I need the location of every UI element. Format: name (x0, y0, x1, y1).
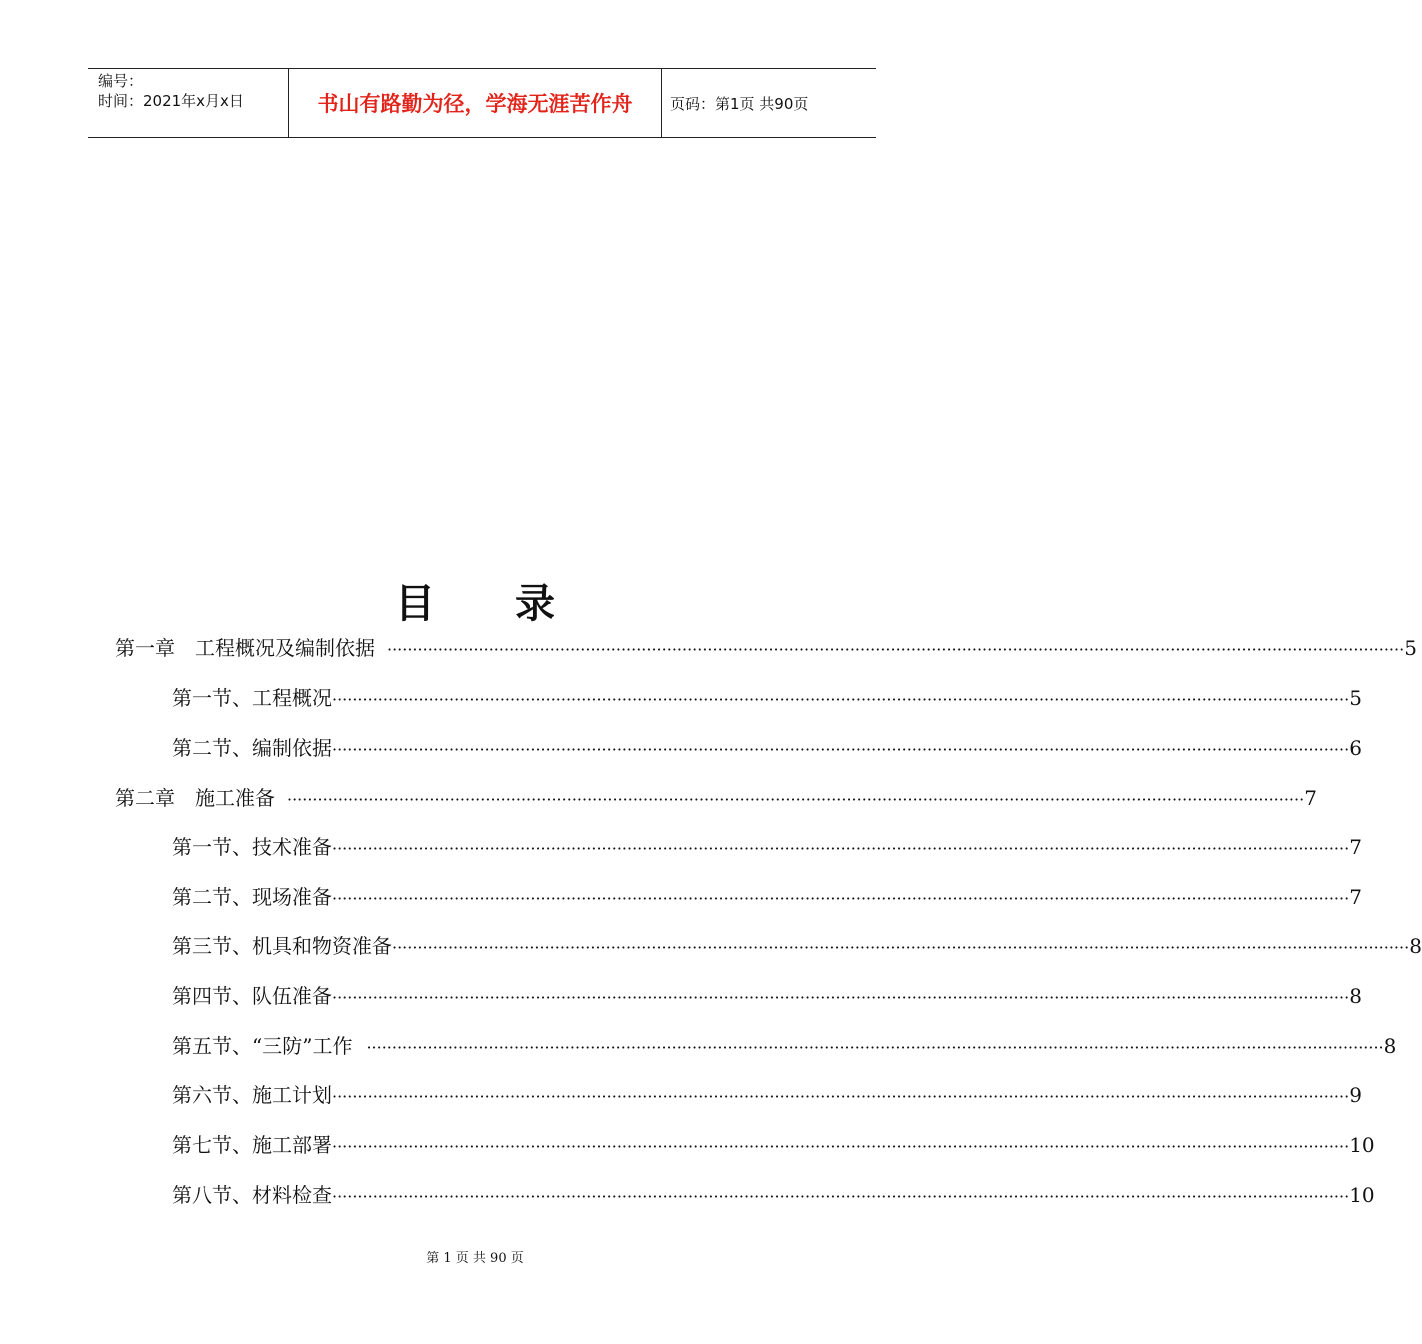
toc-entry-page: 7 (1349, 835, 1362, 859)
toc-entry-section[interactable] (172, 1129, 1375, 1159)
toc-entry-section[interactable] (172, 980, 1362, 1010)
toc-entry-text: 第二节、编制依据 (172, 736, 332, 760)
toc-entry-page: 7 (1304, 786, 1317, 810)
toc-leader-dots: ········································································································································································································ (332, 740, 1350, 759)
toc-leader-dots: ········································································································································································································ (332, 1187, 1350, 1206)
toc-entry-page: 10 (1349, 1183, 1375, 1207)
toc-entry-section[interactable] (172, 930, 1422, 960)
toc-entry-section[interactable] (172, 682, 1362, 712)
page-footer: 第 1 页 共 90 页 (426, 1251, 524, 1266)
toc-entry-text: 第一章 工程概况及编制依据 (115, 636, 375, 660)
toc-leader-dots: ········································································································································································································ (332, 690, 1350, 709)
toc-entry-page: 10 (1349, 1133, 1375, 1157)
toc-entry-text: 第七节、施工部署 (172, 1133, 332, 1157)
toc-leader-dots: ········································································································································································································ (332, 1087, 1350, 1106)
toc-entry-text: 第二节、现场准备 (172, 885, 332, 909)
toc-leader-dots: ········································································································································································································ (287, 790, 1305, 809)
toc-entry-chapter-1[interactable] (115, 632, 1417, 662)
toc-leader-dots: ········································································································································································································ (332, 1137, 1350, 1156)
header-motto-cell (288, 69, 662, 137)
number-label: 编号： (98, 72, 144, 90)
toc-leader-dots: ········································································································································································································ (332, 839, 1350, 858)
toc-entry-page: 5 (1404, 636, 1417, 660)
toc-entry-page: 5 (1349, 686, 1362, 710)
toc-entry-section[interactable] (172, 1079, 1362, 1109)
toc-title: 目录 (395, 581, 635, 627)
time-label: 时间：2021年x月x日 (98, 92, 244, 110)
toc-entry-text: 第一节、技术准备 (172, 835, 332, 859)
toc-entry-page: 8 (1349, 984, 1362, 1008)
toc-entry-page: 8 (1409, 934, 1422, 958)
motto-text: 书山有路勤为径，学海无涯苦作舟 (317, 92, 633, 116)
toc-entry-page: 7 (1349, 885, 1362, 909)
toc-entry-page: 6 (1349, 736, 1362, 760)
toc-leader-dots: ········································································································································································································ (392, 938, 1410, 957)
toc-leader-dots: ········································································································································································································ (332, 988, 1350, 1007)
toc-entry-text: 第六节、施工计划 (172, 1083, 332, 1107)
toc-entry-text: 第三节、机具和物资准备 (172, 934, 392, 958)
toc-entry-page: 9 (1349, 1083, 1362, 1107)
toc-leader-dots: ········································································································································································································ (387, 640, 1405, 659)
toc-entry-page: 8 (1383, 1034, 1397, 1058)
page-info: 页码：第1页 共90页 (670, 94, 809, 113)
header-meta (88, 69, 288, 137)
toc-entry-section[interactable] (172, 1030, 1397, 1060)
toc-leader-dots: ········································································································································································································ (366, 1038, 1384, 1057)
toc-entry-section[interactable] (172, 732, 1362, 762)
toc-entry-section[interactable] (172, 831, 1362, 861)
toc-entry-section[interactable] (172, 1179, 1375, 1209)
toc-entry-chapter-2[interactable] (115, 782, 1317, 812)
toc-entry-text: 第二章 施工准备 (115, 786, 275, 810)
toc-entry-section[interactable] (172, 881, 1362, 911)
toc-entry-text: 第八节、材料检查 (172, 1183, 332, 1207)
header-page-info-cell (661, 69, 876, 137)
toc-entry-text: 第一节、工程概况 (172, 686, 332, 710)
page-header (88, 68, 876, 138)
toc-entry-text: 第五节、“三防”工作 (172, 1034, 353, 1058)
toc-leader-dots: ········································································································································································································ (332, 889, 1350, 908)
toc-entry-text: 第四节、队伍准备 (172, 984, 332, 1008)
